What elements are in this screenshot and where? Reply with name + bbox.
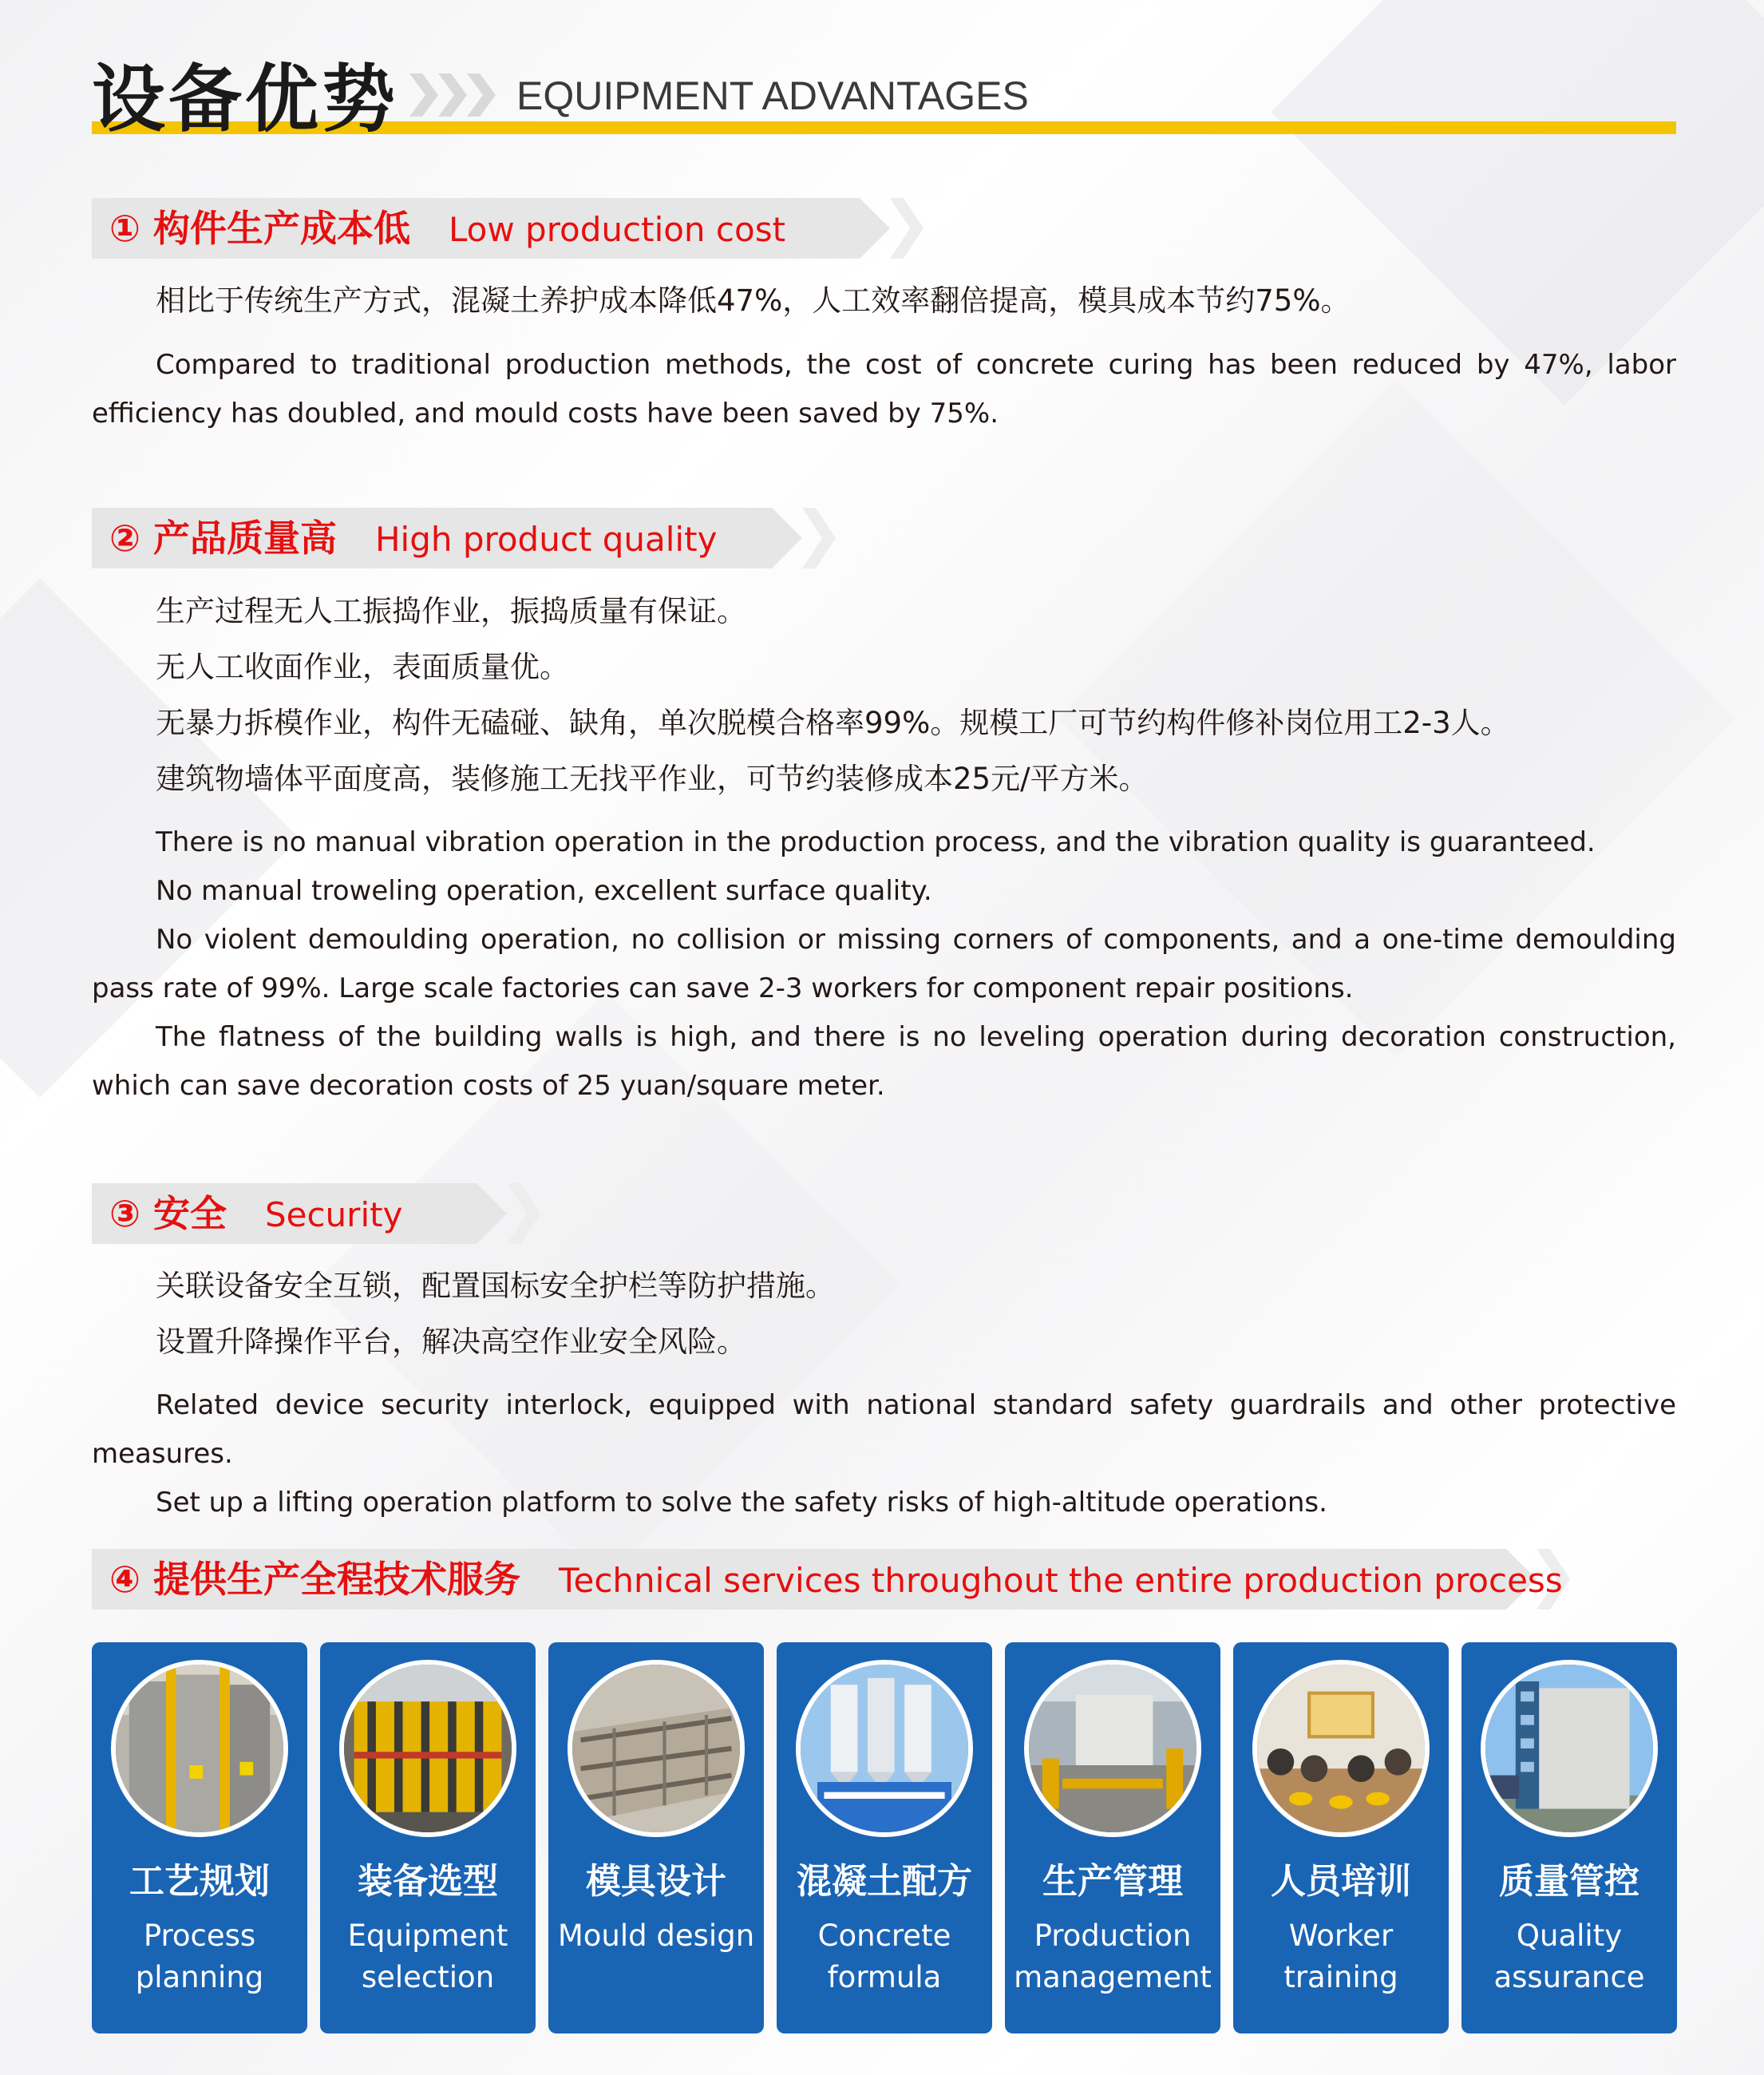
section-4-heading-en: Technical services throughout the entire production process xyxy=(558,1561,1563,1600)
service-title-en: Production management xyxy=(1014,1919,1212,1994)
service-card-equipment-selection xyxy=(320,1642,536,2033)
chevron-right-icon xyxy=(467,73,496,117)
section-1-heading-en: Low production cost xyxy=(448,210,786,249)
chevron-right-icon xyxy=(438,73,467,117)
section-2-banner xyxy=(92,508,834,568)
service-title-en: Worker training xyxy=(1283,1919,1398,1994)
section-1-banner xyxy=(92,198,922,259)
chevron-right-icon xyxy=(409,73,438,117)
banner-arrow-tail xyxy=(802,508,836,568)
service-card-quality-assurance xyxy=(1461,1642,1677,2033)
service-cards xyxy=(92,1642,1676,2033)
section-3-en-text: Related device security interlock, equipped with national standard safety guardrails and other protective measures. Set up a lifting operation platform to solve the safety risks of high-altitude operations. xyxy=(92,1389,1676,1519)
section-3-heading-cn: ③ 安全 xyxy=(109,1192,227,1235)
precast-building-photo xyxy=(1481,1660,1658,1837)
banner-arrow-tail xyxy=(890,198,924,259)
page-title-cn: 设备优势 xyxy=(92,57,399,142)
service-title-en: Mould design xyxy=(557,1919,755,1953)
section-3-cn-line: 关联设备安全互锁，配置国标安全护栏等防护措施。 xyxy=(156,1269,835,1303)
precast-wall-panels-photo xyxy=(111,1660,288,1837)
service-title-cn: 混凝土配方 xyxy=(797,1861,972,1902)
page-header xyxy=(92,56,1676,152)
service-card-mould-design xyxy=(548,1642,764,2033)
page-title-en: EQUIPMENT ADVANTAGES xyxy=(516,73,1029,118)
training-meeting-photo xyxy=(1252,1660,1430,1837)
section-3-banner xyxy=(92,1183,539,1244)
service-card-concrete-formula xyxy=(777,1642,992,2033)
yellow-mould-racks-photo xyxy=(339,1660,516,1837)
section-1-cn-text: 相比于传统生产方式，混凝土养护成本降低47%，人工效率翻倍提高，模具成本节约75%。 xyxy=(156,283,1351,318)
section-2-heading-cn: ② 产品质量高 xyxy=(109,517,337,560)
service-title-cn: 模具设计 xyxy=(586,1861,726,1902)
section-1-en-text: Compared to traditional production methods, the cost of concrete curing has been reduced by 47%, labor efficiency has doubled, and mould costs have been saved by 75%. xyxy=(92,349,1676,430)
section-2-cn-line: 生产过程无人工振捣作业，振捣质量有保证。 xyxy=(156,594,746,628)
service-card-worker-training xyxy=(1233,1642,1449,2033)
section-4-heading-cn: ④ 提供生产全程技术服务 xyxy=(109,1558,520,1601)
service-title-en: Concrete formula xyxy=(817,1919,951,1994)
steel-mould-frame-photo xyxy=(568,1660,745,1837)
section-4-banner xyxy=(92,1549,1568,1610)
service-title-cn: 工艺规划 xyxy=(129,1861,270,1902)
section-3-heading-en: Security xyxy=(264,1195,403,1234)
service-title-cn: 生产管理 xyxy=(1042,1861,1183,1902)
banner-arrow-tail xyxy=(507,1183,540,1244)
factory-floor-photo xyxy=(1024,1660,1201,1837)
section-3-cn-line: 设置升降操作平台，解决高空作业安全风险。 xyxy=(156,1325,746,1359)
section-2-cn-line: 建筑物墙体平面度高，装修施工无找平作业，可节约装修成本25元/平方米。 xyxy=(156,762,1149,796)
service-title-en: Quality assurance xyxy=(1493,1919,1645,1994)
service-title-en: Process planning xyxy=(135,1919,264,1994)
section-2-cn-line: 无暴力拆模作业，构件无磕碰、缺角，单次脱模合格率99%。规模工厂可节约构件修补岗位用工2-3人。 xyxy=(156,706,1510,740)
section-2-heading-en: High product quality xyxy=(374,520,718,559)
section-2-en-text: There is no manual vibration operation in the production process, and the vibration quality is guaranteed. No manual troweling operation, excellent surface quality. No violent demoulding operation, no collision or missing corners of components, and a one-time demoulding pass rate of 99%. Large scale factories can save 2-3 workers for component repair positions. The flatness of the building walls is high, and there is no leveling operation during decoration construction, which can save decoration costs of 25 yuan/square meter. xyxy=(92,826,1676,1102)
service-card-production-management xyxy=(1005,1642,1220,2033)
service-title-cn: 人员培训 xyxy=(1271,1861,1411,1902)
section-1-heading-cn: ① 构件生产成本低 xyxy=(109,207,410,250)
service-title-cn: 装备选型 xyxy=(358,1861,498,1902)
service-card-process-planning xyxy=(92,1642,307,2033)
section-2-cn-line: 无人工收面作业，表面质量优。 xyxy=(156,650,569,684)
service-title-cn: 质量管控 xyxy=(1499,1861,1639,1902)
service-title-en: Equipment selection xyxy=(347,1919,508,1994)
cement-silos-photo xyxy=(796,1660,973,1837)
